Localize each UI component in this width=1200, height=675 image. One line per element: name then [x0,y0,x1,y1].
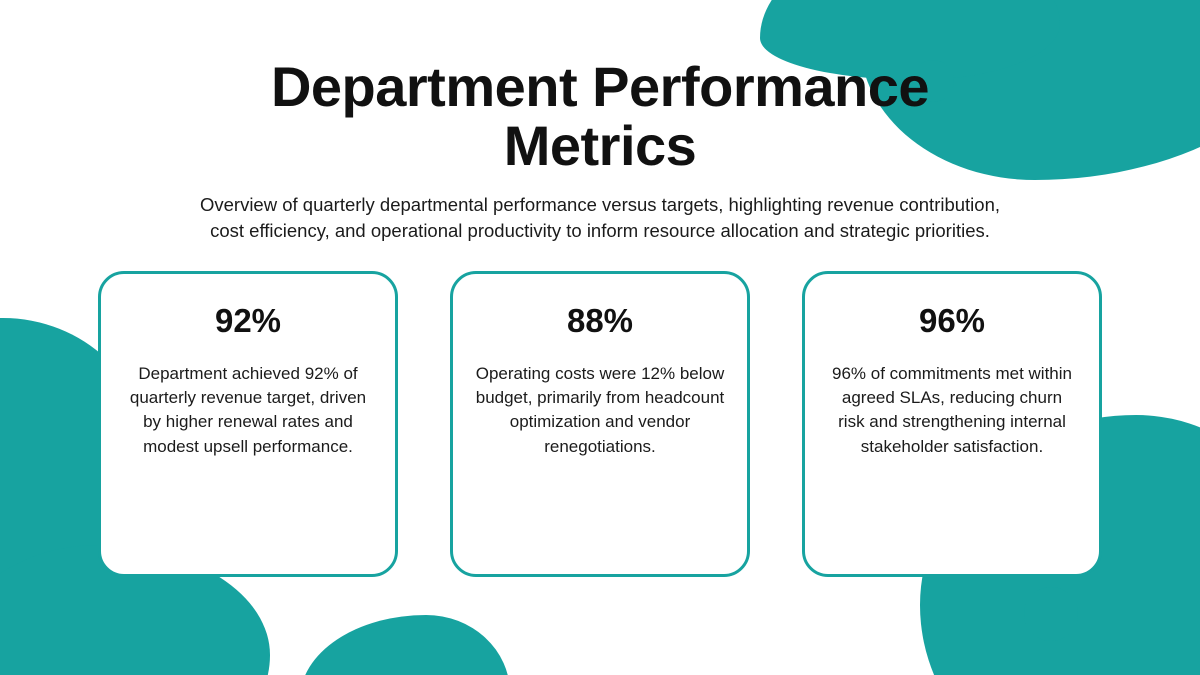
page-subtitle: Overview of quarterly departmental performance versus targets, highlighting revenue contribution, cost efficiency, and operational productivity to inform resource allocation and strategic priorities. [199,193,1001,242]
slide-header [0,0,1200,245]
metric-card [98,271,398,577]
metric-card [802,271,1102,577]
metric-card-list [0,271,1200,577]
metric-value: 88% [566,302,634,340]
page-title: Department Performance Metrics [270,55,930,177]
decorative-blob-bottom-left-secondary [300,615,510,675]
metric-description: Department achieved 92% of quarterly revenue target, driven by higher renewal rates and modest upsell performance. [129,364,367,456]
metric-value: 96% [918,302,986,340]
metric-value: 92% [214,302,282,340]
decorative-dot-bottom-right [1024,587,1078,641]
metric-card [450,271,750,577]
metric-description: Operating costs were 12% below budget, primarily from headcount optimization and vendor renegotiations. [475,364,725,456]
metric-description: 96% of commitments met within agreed SLAs, reducing churn risk and strengthening internal stakeholder satisfaction. [832,364,1072,456]
